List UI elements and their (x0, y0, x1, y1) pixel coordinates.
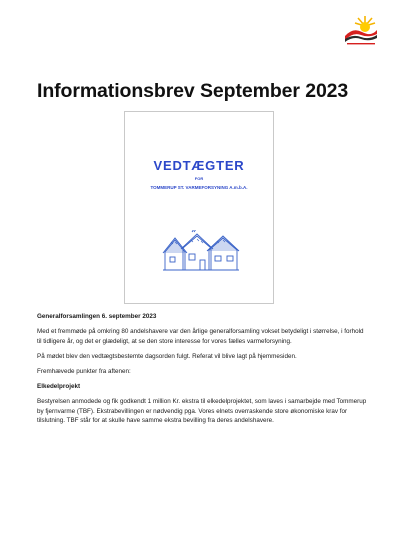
cover-heading: VEDTÆGTER (153, 158, 245, 173)
houses-drawing-icon (161, 230, 241, 272)
elkedel-heading: Elkedelprojekt (37, 382, 81, 390)
cover-for-label: FOR (194, 176, 204, 181)
letter-body (37, 312, 367, 431)
paragraph-attendance: Med et fremmøde på omkring 80 andelshavere var den årlige generalforsamling vokset betydeligt i størrelse, i forhold til tidligere år, og det er glædeligt, at se den store interesse for vores fælles varmeforsyning. (37, 328, 364, 345)
paragraph-agenda: På mødet blev den vedtægtsbestemte dagsorden fulgt. Referat vil blive lagt på hjemmesiden. (37, 352, 297, 360)
bylaws-cover-image (124, 111, 274, 304)
cover-org-name: TOMMERUP ST. VARMEFORSYNING A.m.b.A. (150, 185, 248, 190)
meeting-heading: Generalforsamlingen 6. september 2023 (37, 313, 157, 320)
paragraph-highlights-intro: Fremhævede punkter fra aftenen: (37, 367, 131, 375)
paragraph-elkedel: Bestyrelsen anmodede og fik godkendt 1 million Kr. ekstra til elkedelprojektet, som laves i samarbejde med Tommerup by fjernvarme (TBF). Ekstrabevillingen er nødvendig pga. Vores elnets overraskende store økonomiske krav for tilslutning. TBF står for at skulle have samme ekstra bevilling fra deres andelshavere. (37, 398, 367, 425)
sun-over-hills-logo-icon (343, 14, 379, 46)
page-title: Informationsbrev September 2023 (37, 80, 349, 102)
